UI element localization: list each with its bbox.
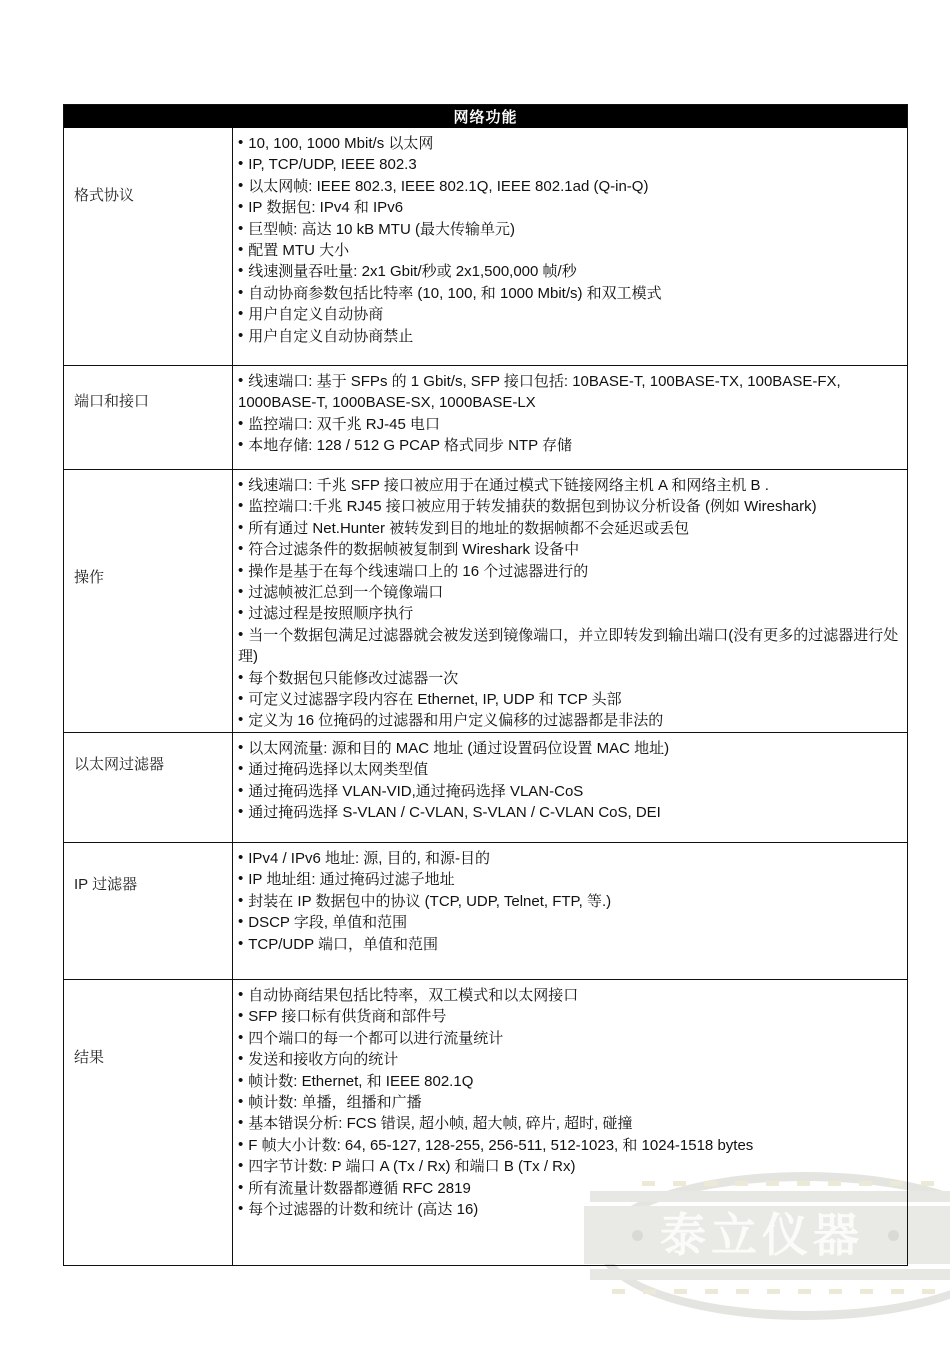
section-label [64, 366, 233, 469]
list-item [238, 326, 901, 347]
section-label-text: 操作 [74, 569, 105, 586]
bullet-icon: • [238, 155, 244, 173]
spec-table [63, 104, 908, 1266]
list-item-text: 基本错误分析: FCS 错误, 超小帧, 超大帧, 碎片, 超时, 碰撞 [248, 1115, 633, 1133]
list-item [238, 197, 901, 218]
list-item [238, 738, 901, 759]
bullet-icon: • [238, 1135, 244, 1153]
bullet-icon: • [238, 1007, 244, 1025]
list-item [238, 625, 901, 668]
bullet-icon: • [238, 711, 244, 729]
section-content [233, 733, 907, 842]
bullet-icon: • [238, 436, 244, 454]
list-item-text: 线速测量吞吐量: 2x1 Gbit/秒或 2x1,500,000 帧/秒 [248, 263, 577, 281]
list-item-text: IP 地址组: 通过掩码过滤子地址 [248, 871, 455, 889]
section-content [233, 470, 907, 732]
list-item [238, 414, 901, 435]
list-item [238, 891, 901, 912]
bullet-icon: • [238, 198, 244, 216]
list-item-text: 线速端口: 基于 SFPs 的 1 Gbit/s, SFP 接口包括: 10BASE-T, 100BASE-TX, 100BASE-FX, 1000BASE-T, 1000BASE-SX, 1000BASE-LX [238, 373, 841, 412]
list-item [238, 371, 901, 414]
list-item-text: 封装在 IP 数据包中的协议 (TCP, UDP, Telnet, FTP, 等.) [248, 892, 612, 910]
section-label-text: IP 过滤器 [74, 876, 138, 893]
list-item [238, 133, 901, 154]
section-label [64, 128, 233, 365]
list-item-text: DSCP 字段, 单值和范围 [248, 914, 408, 932]
bullet-icon: • [238, 891, 244, 909]
list-item-text: 符合过滤条件的数据帧被复制到 Wireshark 设备中 [248, 541, 580, 559]
list-item [238, 1028, 901, 1049]
spec-table-body [64, 128, 907, 1265]
list-item-text: 过滤帧被汇总到一个镜像端口 [248, 584, 444, 602]
list-item [238, 154, 901, 175]
bullet-icon: • [238, 625, 244, 643]
list-item [238, 435, 901, 456]
list-item-text: 通过掩码选择 S-VLAN / C-VLAN, S-VLAN / C-VLAN CoS, DEI [248, 804, 661, 822]
list-item [238, 1006, 901, 1027]
list-item [238, 1199, 901, 1220]
list-item [238, 934, 901, 955]
bullet-icon: • [238, 262, 244, 280]
list-item [238, 802, 901, 823]
list-item [238, 219, 901, 240]
list-item-text: 自动协商参数包括比特率 (10, 100, 和 1000 Mbit/s) 和双工模式 [248, 284, 662, 302]
bullet-icon: • [238, 1157, 244, 1175]
list-item [238, 1135, 901, 1156]
list-item [238, 561, 901, 582]
list-item-text: 四字节计数: P 端口 A (Tx / Rx) 和端口 B (Tx / Rx) [248, 1158, 576, 1176]
list-item [238, 1178, 901, 1199]
bullet-icon: • [238, 518, 244, 536]
section-content [233, 980, 907, 1265]
bullet-icon: • [238, 913, 244, 931]
bullet-icon: • [238, 497, 244, 515]
list-item-text: F 帧大小计数: 64, 65-127, 128-255, 256-511, 512-1023, 和 1024-1518 bytes [248, 1136, 754, 1154]
bullet-icon: • [238, 241, 244, 259]
bullet-icon: • [238, 414, 244, 432]
list-item [238, 240, 901, 261]
list-item [238, 912, 901, 933]
list-item [238, 668, 901, 689]
list-item [238, 539, 901, 560]
bullet-icon: • [238, 583, 244, 601]
list-item [238, 1156, 901, 1177]
table-row [64, 842, 907, 979]
bullet-icon: • [238, 803, 244, 821]
list-item [238, 603, 901, 624]
table-row [64, 128, 907, 365]
bullet-icon: • [238, 870, 244, 888]
bullet-icon: • [238, 305, 244, 323]
list-item [238, 304, 901, 325]
bullet-icon: • [238, 1028, 244, 1046]
list-item [238, 1092, 901, 1113]
bullet-icon: • [238, 283, 244, 301]
list-item [238, 1049, 901, 1070]
watermark-dashes-bottom-icon [612, 1289, 950, 1294]
section-label [64, 980, 233, 1265]
list-item-text: 监控端口: 双千兆 RJ-45 电口 [248, 415, 440, 433]
section-label [64, 843, 233, 979]
list-item-text: IP 数据包: IPv4 和 IPv6 [248, 199, 404, 217]
bullet-icon: • [238, 1114, 244, 1132]
list-item-text: IP, TCP/UDP, IEEE 802.3 [248, 156, 417, 174]
list-item-text: 本地存储: 128 / 512 G PCAP 格式同步 NTP 存储 [248, 437, 572, 455]
list-item [238, 475, 901, 496]
list-item-text: 通过掩码选择以太网类型值 [248, 761, 429, 779]
list-item-text: 帧计数: 单播，组播和广播 [248, 1094, 422, 1112]
list-item-text: 操作是基于在每个线速端口上的 16 个过滤器进行的 [248, 562, 589, 580]
bullet-icon: • [238, 1200, 244, 1218]
bullet-icon: • [238, 668, 244, 686]
list-item-text: 可定义过滤器字段内容在 Ethernet, IP, UDP 和 TCP 头部 [248, 691, 622, 709]
list-item [238, 710, 901, 731]
bullet-icon: • [238, 690, 244, 708]
list-item-text: 巨型帧: 高达 10 kB MTU (最大传输单元) [248, 220, 515, 238]
list-item-text: 每个过滤器的计数和统计 (高达 16) [248, 1201, 479, 1219]
bullet-icon: • [238, 1071, 244, 1089]
bullet-icon: • [238, 326, 244, 344]
list-item-text: SFP 接口标有供货商和部件号 [248, 1008, 447, 1026]
watermark-stripe-bottom [590, 1269, 950, 1280]
bullet-icon: • [238, 604, 244, 622]
list-item [238, 985, 901, 1006]
list-item [238, 1113, 901, 1134]
list-item-text: 10, 100, 1000 Mbit/s 以太网 [248, 135, 434, 152]
section-content [233, 128, 907, 365]
list-item-text: 所有流量计数器都遵循 RFC 2819 [248, 1179, 471, 1197]
list-item [238, 869, 901, 890]
list-item-text: 以太网帧: IEEE 802.3, IEEE 802.1Q, IEEE 802.1ad (Q-in-Q) [248, 177, 649, 195]
bullet-icon: • [238, 1093, 244, 1111]
list-item-text: 定义为 16 位掩码的过滤器和用户定义偏移的过滤器都是非法的 [248, 712, 664, 730]
section-label-text: 格式协议 [74, 187, 135, 204]
list-item-text: TCP/UDP 端口，单值和范围 [248, 935, 439, 953]
bullet-icon: • [238, 134, 244, 151]
bullet-icon: • [238, 1178, 244, 1196]
section-content [233, 366, 907, 469]
list-item-text: 以太网流量: 源和目的 MAC 地址 (通过设置码位设置 MAC 地址) [248, 740, 670, 757]
list-item-text: IPv4 / IPv6 地址: 源, 目的, 和源-目的 [248, 850, 490, 867]
section-label-text: 端口和接口 [74, 393, 150, 410]
bullet-icon: • [238, 781, 244, 799]
list-item-text: 发送和接收方向的统计 [248, 1051, 399, 1069]
list-item [238, 518, 901, 539]
bullet-icon: • [238, 849, 244, 866]
list-item [238, 781, 901, 802]
list-item-text: 自动协商结果包括比特率，双工模式和以太网接口 [248, 987, 579, 1004]
list-item-text: 每个数据包只能修改过滤器一次 [248, 669, 459, 687]
list-item-text: 过滤过程是按照顺序执行 [248, 605, 414, 623]
list-item-text: 用户自定义自动协商禁止 [248, 327, 414, 345]
bullet-icon: • [238, 176, 244, 194]
watermark-text: 泰立仪器 [660, 1209, 864, 1261]
table-header: 网络功能 [64, 105, 907, 128]
bullet-icon: • [238, 1050, 244, 1068]
bullet-icon: • [238, 934, 244, 952]
list-item-text: 当一个数据包满足过滤器就会被发送到镜像端口，并立即转发到输出端口(没有更多的过滤器进行处理) [238, 626, 899, 666]
bullet-icon: • [238, 739, 244, 756]
list-item [238, 496, 901, 517]
list-item [238, 261, 901, 282]
section-label-text: 结果 [74, 1049, 105, 1066]
list-item [238, 689, 901, 710]
list-item-text: 用户自定义自动协商 [248, 306, 384, 324]
table-row [64, 469, 907, 732]
bullet-icon: • [238, 540, 244, 558]
bullet-icon: • [238, 219, 244, 237]
bullet-icon: • [238, 476, 244, 493]
table-row [64, 732, 907, 842]
bullet-icon: • [238, 986, 244, 1003]
section-label [64, 470, 233, 732]
section-content [233, 843, 907, 979]
list-item [238, 283, 901, 304]
section-label [64, 733, 233, 842]
list-item [238, 759, 901, 780]
section-label-text: 以太网过滤器 [74, 756, 165, 773]
list-item [238, 176, 901, 197]
bullet-icon: • [238, 760, 244, 778]
table-row [64, 979, 907, 1265]
bullet-icon: • [238, 561, 244, 579]
list-item [238, 848, 901, 869]
list-item-text: 四个端口的每一个都可以进行流量统计 [248, 1029, 504, 1047]
list-item-text: 通过掩码选择 VLAN-VID,通过掩码选择 VLAN-CoS [248, 782, 584, 800]
list-item-text: 监控端口:千兆 RJ45 接口被应用于转发捕获的数据包到协议分析设备 (例如 Wireshark) [248, 498, 817, 516]
table-row [64, 365, 907, 469]
list-item-text: 所有通过 Net.Hunter 被转发到目的地址的数据帧都不会延迟或丢包 [248, 519, 690, 537]
list-item-text: 配置 MTU 大小 [248, 242, 350, 260]
list-item-text: 帧计数: Ethernet, 和 IEEE 802.1Q [248, 1072, 474, 1090]
list-item [238, 1071, 901, 1092]
bullet-icon: • [238, 372, 244, 389]
list-item-text: 线速端口: 千兆 SFP 接口被应用于在通过模式下链接网络主机 A 和网络主机 B . [248, 477, 769, 494]
list-item [238, 582, 901, 603]
